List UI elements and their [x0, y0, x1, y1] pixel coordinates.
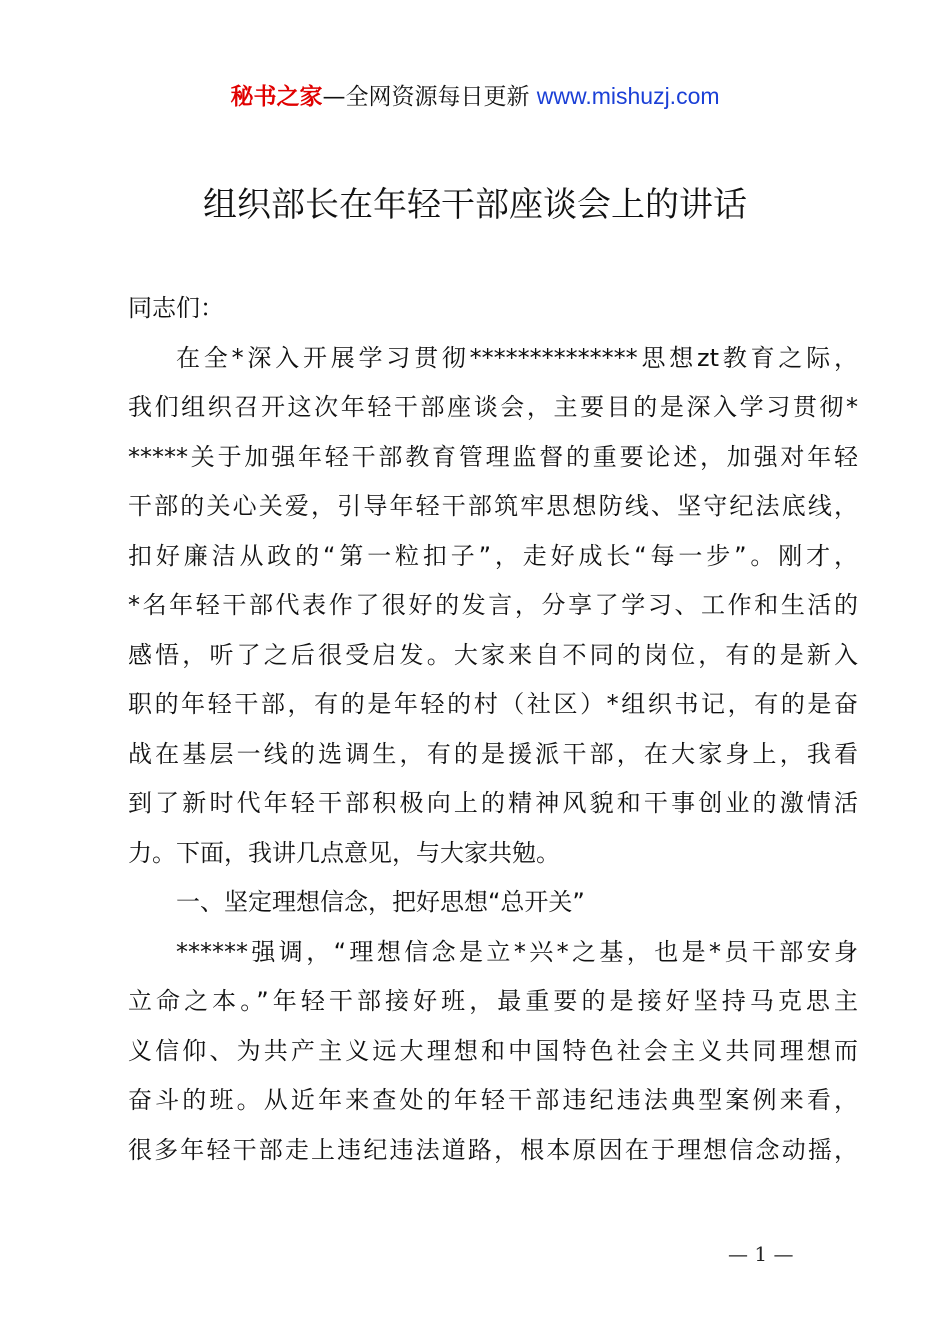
- paragraph-line: 感悟，听了之后很受启发。大家来自不同的岗位，有的是新入: [128, 640, 858, 669]
- paragraph-line: 我们组织召开这次年轻干部座谈会，主要目的是深入学习贯彻*: [128, 393, 858, 421]
- paragraph-line: 扣好廉洁从政的“第一粒扣子”，走好成长“每一步”。刚才，: [128, 541, 858, 570]
- document-body: [128, 284, 858, 1175]
- paragraph-line: *****关于加强年轻干部教育管理监督的重要论述，加强对年轻: [128, 442, 858, 471]
- paragraph-line: *名年轻干部代表作了很好的发言，分享了学习、工作和生活的: [128, 591, 858, 619]
- paragraph-line: 职的年轻干部，有的是年轻的村（社区）*组织书记，有的是奋: [128, 690, 858, 718]
- paragraph-line: 立命之本。”年轻干部接好班，最重要的是接好坚持马克思主: [128, 987, 858, 1015]
- document-title: 组织部长在年轻干部座谈会上的讲话: [203, 185, 747, 225]
- paragraph-line: 在全*深入开展学习贯彻**************思想zt教育之际，: [176, 343, 858, 372]
- paragraph-line: ******强调，“理想信念是立*兴*之基，也是*员干部安身: [176, 937, 858, 966]
- site-header: [0, 80, 950, 113]
- paragraph-line: 很多年轻干部走上违纪违法道路，根本原因在于理想信念动摇，: [128, 1135, 858, 1164]
- section-heading: 一、坚定理想信念，把好思想“总开关”: [176, 888, 585, 916]
- page-number: — 1 —: [728, 1242, 794, 1266]
- salutation: 同志们：: [128, 294, 224, 322]
- paragraph-line: 义信仰、为共产主义远大理想和中国特色社会主义共同理想而: [128, 1036, 858, 1065]
- paragraph-line: 奋斗的班。从近年来查处的年轻干部违纪违法典型案例来看，: [128, 1086, 858, 1114]
- paragraph-line: 力。下面，我讲几点意见，与大家共勉。: [128, 838, 560, 867]
- site-url[interactable]: www.mishuzj.com: [536, 83, 720, 109]
- paragraph-line: 战在基层一线的选调生，有的是援派干部，在大家身上，我看: [128, 739, 858, 768]
- header-slogan: —全网资源每日更新: [322, 84, 537, 110]
- paragraph-line: 干部的关心关爱，引导年轻干部筑牢思想防线、坚守纪法底线，: [128, 492, 858, 520]
- paragraph-line: 到了新时代年轻干部积极向上的精神风貌和干事创业的激情活: [128, 789, 858, 817]
- brand-name: 秘书之家: [230, 84, 323, 110]
